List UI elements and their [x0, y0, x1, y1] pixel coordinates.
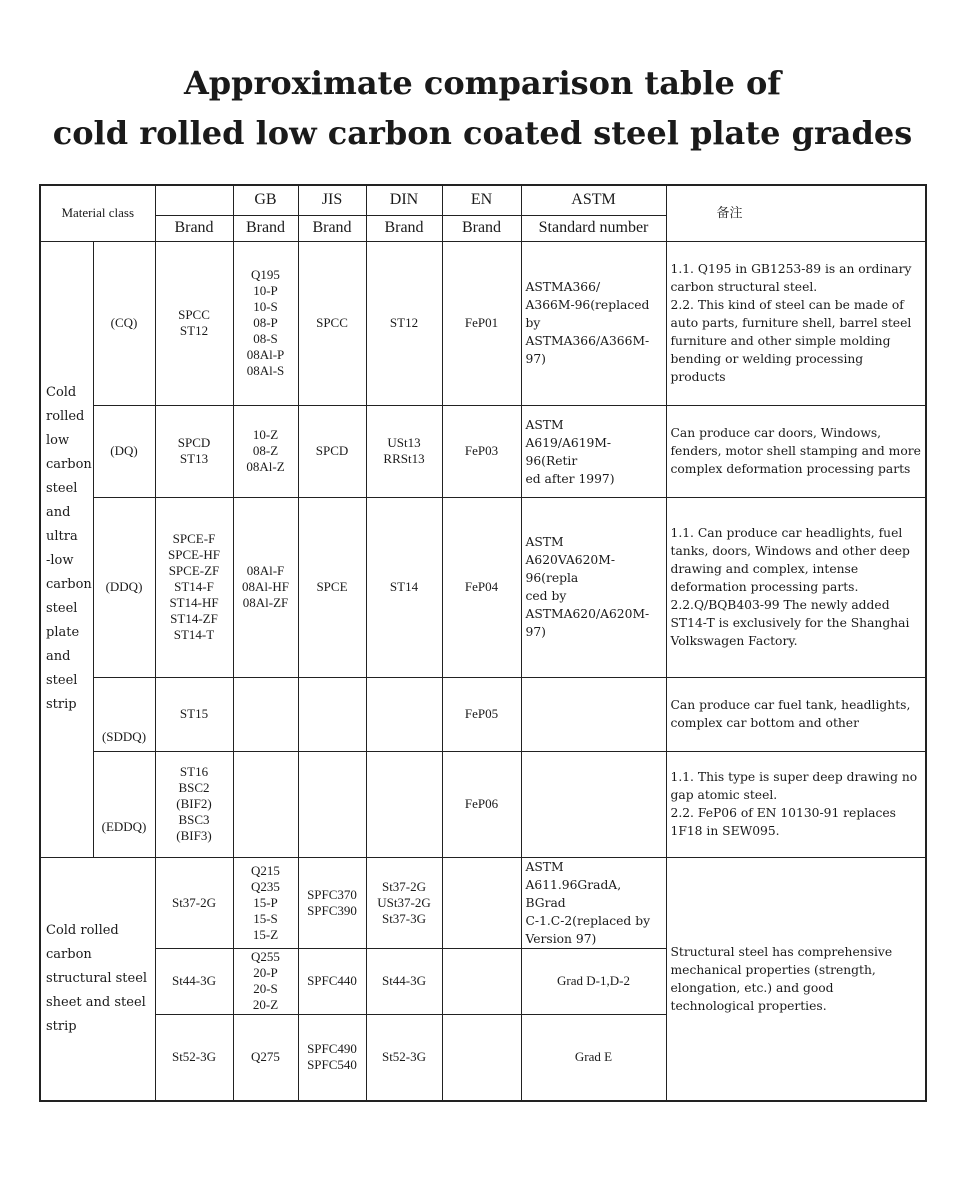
- table-row-eddq: [40, 751, 926, 857]
- header-astm: ASTM: [521, 185, 666, 215]
- gb-cell: Q255 20-P 20-S 20-Z: [233, 948, 298, 1014]
- header-jis-brand: Brand: [298, 215, 366, 241]
- brand-cell: ST15: [155, 677, 233, 751]
- brand-cell: SPCD ST13: [155, 405, 233, 497]
- header-gb: GB: [233, 185, 298, 215]
- header-en-brand: Brand: [442, 215, 521, 241]
- astm-cell: ASTM A619/A619M-96(Retir ed after 1997): [521, 405, 666, 497]
- table-row-cq: [40, 241, 926, 405]
- en-cell: FeP01: [442, 241, 521, 405]
- class-cell: (CQ): [93, 241, 155, 405]
- header-remarks: 备注: [666, 185, 926, 241]
- brand-cell: St37-2G: [155, 857, 233, 948]
- jis-cell: SPFC440: [298, 948, 366, 1014]
- en-cell: [442, 948, 521, 1014]
- class-cell: (DDQ): [93, 497, 155, 677]
- astm-cell: Grad D-1,D-2: [521, 948, 666, 1014]
- class-cell: (DQ): [93, 405, 155, 497]
- en-cell: FeP04: [442, 497, 521, 677]
- table-row-dq: [40, 405, 926, 497]
- header-gb-brand: Brand: [233, 215, 298, 241]
- astm-cell: ASTMA366/ A366M-96(replaced by ASTMA366/A366M-97): [521, 241, 666, 405]
- note-cell: Can produce car doors, Windows, fenders, motor shell stamping and more complex deformation processing parts: [666, 405, 926, 497]
- en-cell: FeP06: [442, 751, 521, 857]
- brand-cell: ST16 BSC2 (BIF2) BSC3 (BIF3): [155, 751, 233, 857]
- jis-cell: [298, 751, 366, 857]
- group2-label: Cold rolled carbon structural steel sheet and steel strip: [40, 857, 155, 1101]
- jis-cell: [298, 677, 366, 751]
- class-cell: (EDDQ): [93, 751, 155, 857]
- brand-cell: SPCC ST12: [155, 241, 233, 405]
- din-cell: USt13 RRSt13: [366, 405, 442, 497]
- en-cell: [442, 1014, 521, 1101]
- page-title: [0, 58, 965, 158]
- gb-cell: [233, 677, 298, 751]
- header-din-brand: Brand: [366, 215, 442, 241]
- table-row-ddq: [40, 497, 926, 677]
- en-cell: FeP03: [442, 405, 521, 497]
- gb-cell: 08Al-F 08Al-HF 08Al-ZF: [233, 497, 298, 677]
- title-line-1: Approximate comparison table of: [183, 64, 782, 102]
- header-din: DIN: [366, 185, 442, 215]
- title-line-2: cold rolled low carbon coated steel plate grades: [52, 114, 913, 152]
- din-cell: St37-2G USt37-2G St37-3G: [366, 857, 442, 948]
- brand-cell: St44-3G: [155, 948, 233, 1014]
- en-cell: FeP05: [442, 677, 521, 751]
- astm-cell: ASTM A620VA620M-96(repla ced by ASTMA620/A620M-97): [521, 497, 666, 677]
- din-cell: St52-3G: [366, 1014, 442, 1101]
- jis-cell: SPFC370 SPFC390: [298, 857, 366, 948]
- din-cell: ST12: [366, 241, 442, 405]
- group2-note: Structural steel has comprehensive mechanical properties (strength, elongation, etc.) and good technological properties.: [666, 857, 926, 1101]
- note-cell: 1.1. This type is super deep drawing no gap atomic steel. 2.2. FeP06 of EN 10130-91 replaces 1F18 in SEW095.: [666, 751, 926, 857]
- class-cell: (SDDQ): [93, 677, 155, 751]
- din-cell: [366, 677, 442, 751]
- gb-cell: 10-Z 08-Z 08Al-Z: [233, 405, 298, 497]
- gb-cell: [233, 751, 298, 857]
- astm-cell: [521, 751, 666, 857]
- jis-cell: SPCE: [298, 497, 366, 677]
- astm-cell: [521, 677, 666, 751]
- table-row-st37: [40, 857, 926, 948]
- header-jis: JIS: [298, 185, 366, 215]
- astm-cell: Grad E: [521, 1014, 666, 1101]
- note-cell: 1.1. Can produce car headlights, fuel tanks, doors, Windows and other deep drawing and complex, intense deformation processing parts. 2.2.Q/BQB403-99 The newly added ST14-T is exclusively for the Shanghai Volkswagen Factory.: [666, 497, 926, 677]
- header-brand-blank: [155, 185, 233, 215]
- gb-cell: Q195 10-P 10-S 08-P 08-S 08Al-P 08Al-S: [233, 241, 298, 405]
- astm-cell: ASTM A611.96GradA, BGrad C-1.C-2(replaced by Version 97): [521, 857, 666, 948]
- comparison-table: [39, 184, 927, 1102]
- header-en: EN: [442, 185, 521, 215]
- gb-cell: Q215 Q235 15-P 15-S 15-Z: [233, 857, 298, 948]
- group1-label: Cold rolled low carbon steel and ultra -low carbon steel plate and steel strip: [40, 241, 93, 857]
- din-cell: [366, 751, 442, 857]
- table-row-sddq: [40, 677, 926, 751]
- note-cell: Can produce car fuel tank, headlights, complex car bottom and other: [666, 677, 926, 751]
- din-cell: ST14: [366, 497, 442, 677]
- brand-cell: SPCE-F SPCE-HF SPCE-ZF ST14-F ST14-HF ST14-ZF ST14-T: [155, 497, 233, 677]
- gb-cell: Q275: [233, 1014, 298, 1101]
- brand-cell: St52-3G: [155, 1014, 233, 1101]
- header-row-1: [40, 185, 926, 215]
- header-brand: Brand: [155, 215, 233, 241]
- en-cell: [442, 857, 521, 948]
- jis-cell: SPCC: [298, 241, 366, 405]
- jis-cell: SPFC490 SPFC540: [298, 1014, 366, 1101]
- din-cell: St44-3G: [366, 948, 442, 1014]
- note-cell: 1.1. Q195 in GB1253-89 is an ordinary carbon structural steel. 2.2. This kind of steel can be made of auto parts, furniture shell, barrel steel furniture and other simple molding bending or welding processing products: [666, 241, 926, 405]
- header-material-class: Material class: [40, 185, 155, 241]
- header-standard-number: Standard number: [521, 215, 666, 241]
- jis-cell: SPCD: [298, 405, 366, 497]
